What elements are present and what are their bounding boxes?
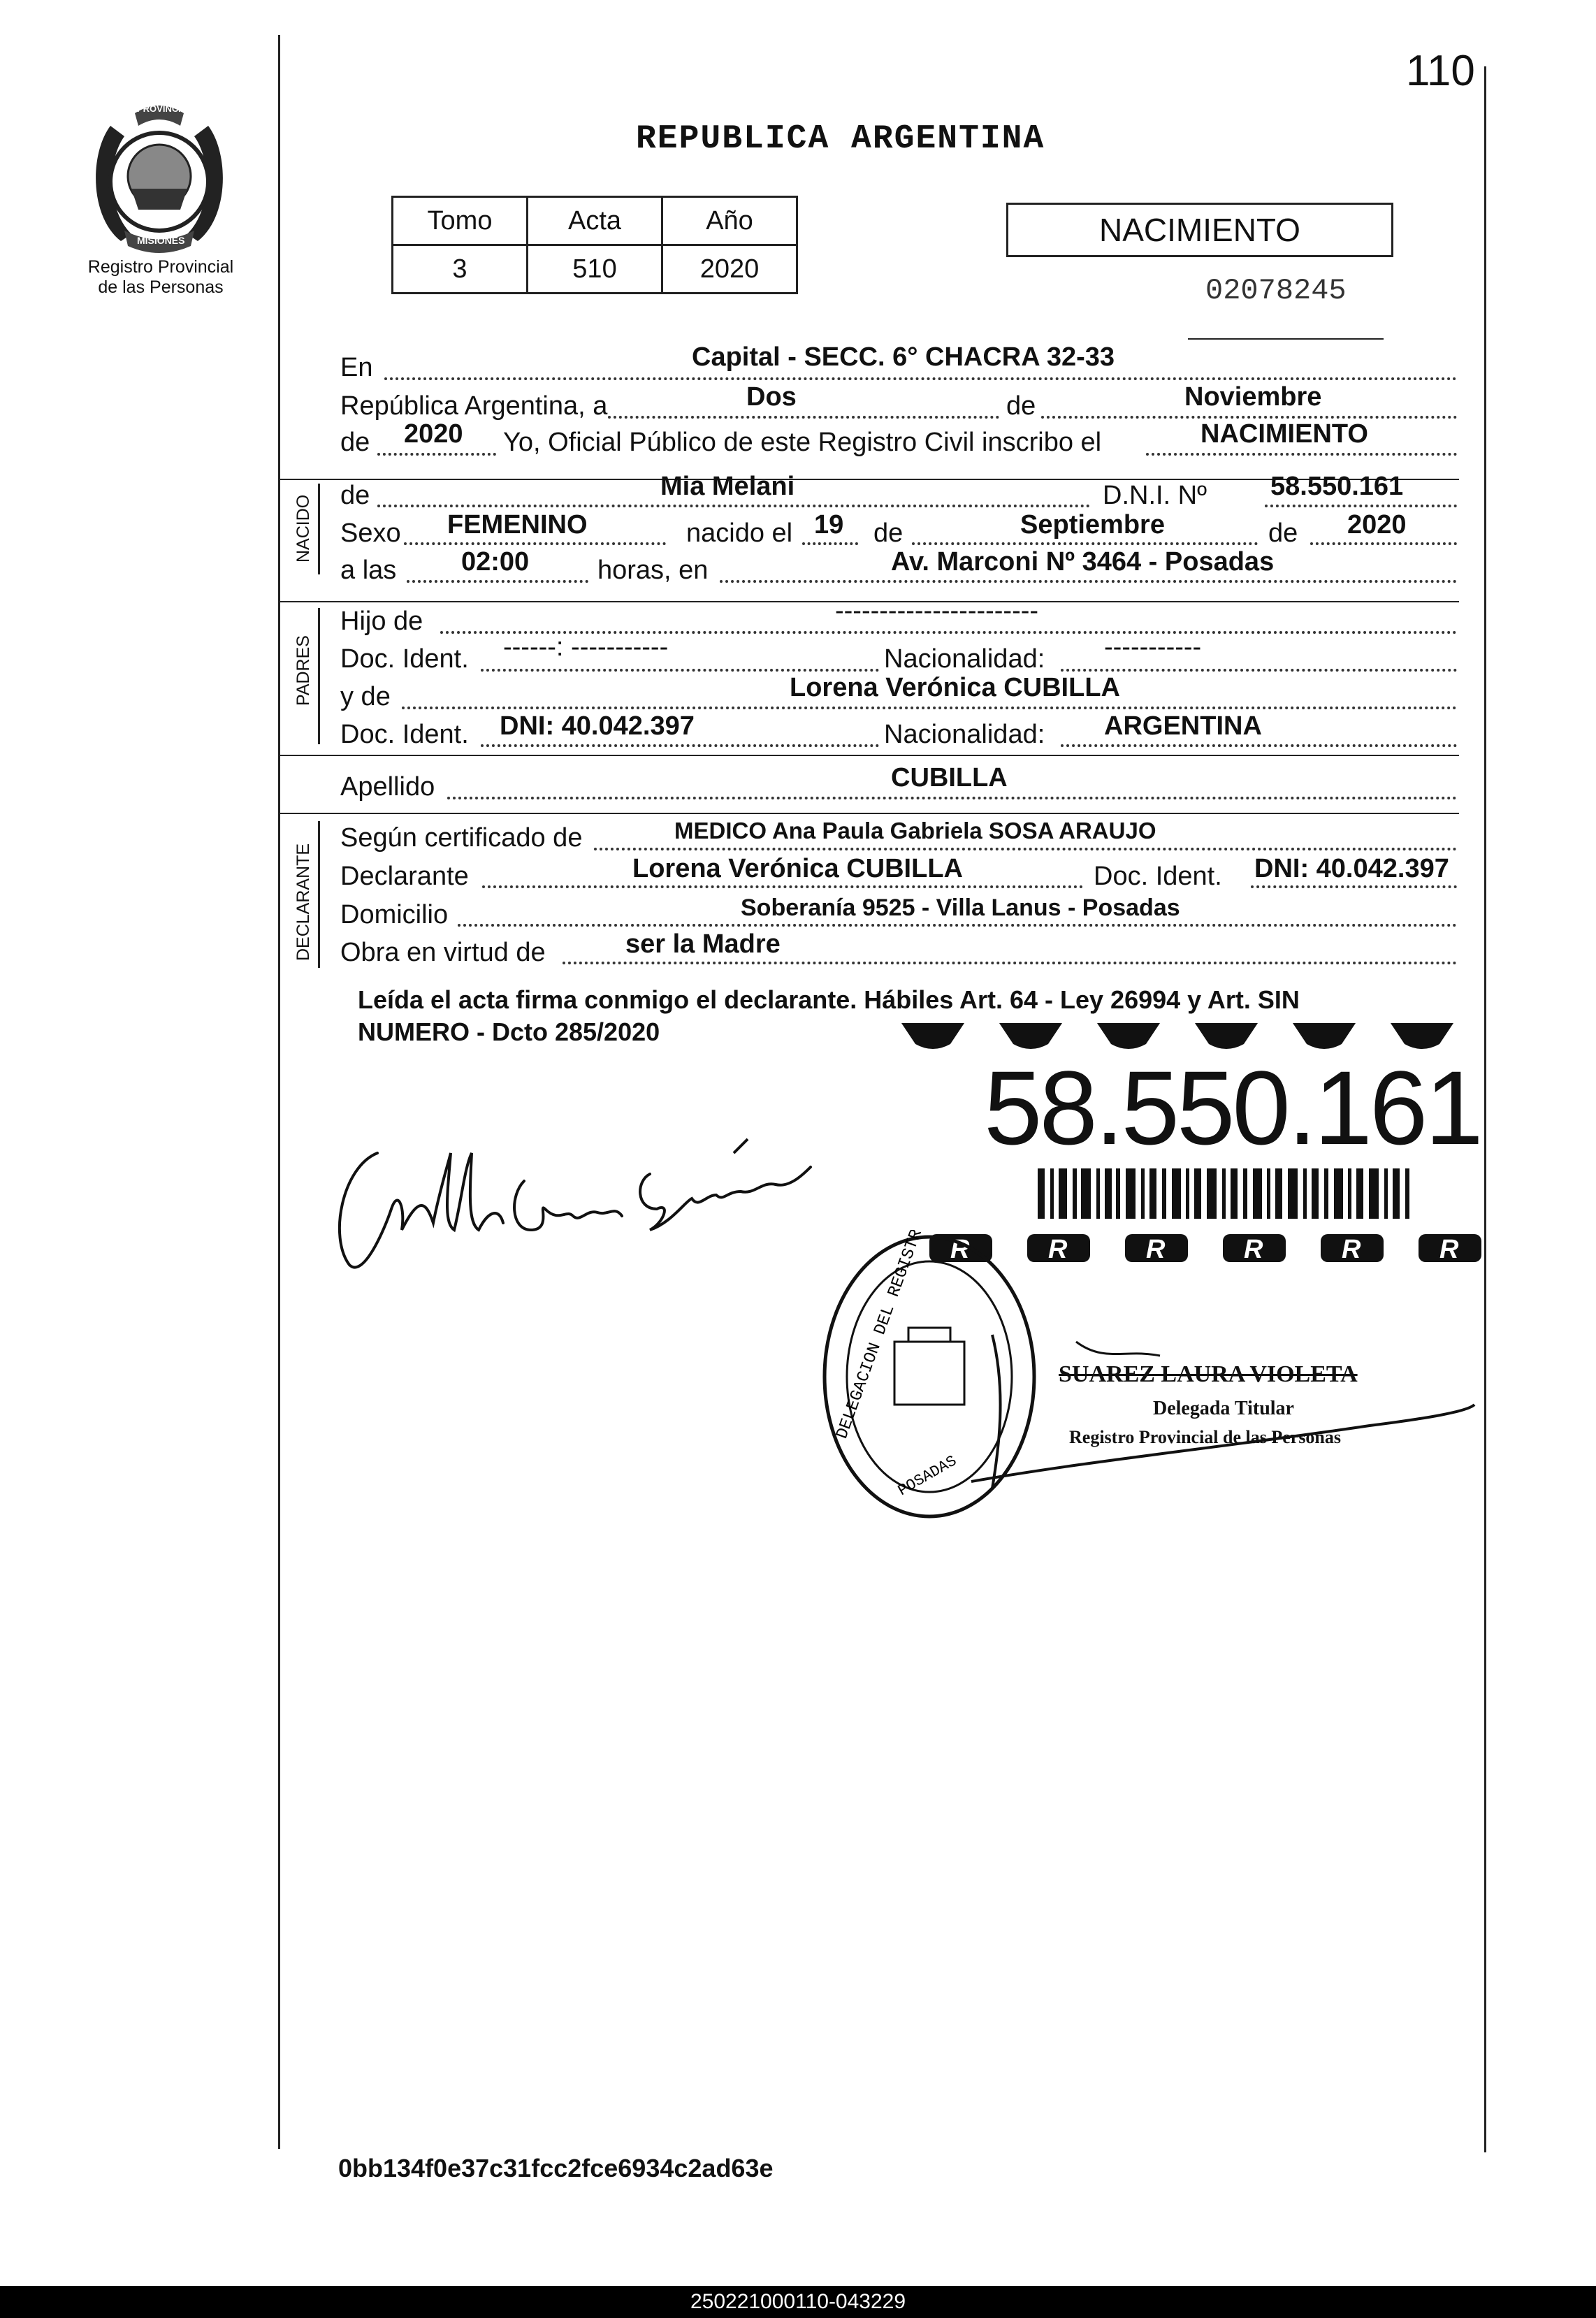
padres-section-label: PADRES (293, 635, 313, 706)
serial-underline (1188, 338, 1384, 340)
domicilio-label: Domicilio (340, 900, 449, 929)
birth-de-label-2: de (1268, 519, 1298, 548)
nacido-el-label: nacido el (686, 519, 793, 548)
declarante-section-bar (318, 821, 320, 968)
dom-dots (458, 924, 1457, 927)
declarante-label: Declarante (340, 862, 469, 891)
en-dots (384, 377, 1457, 380)
father-doc-value: ------: ----------- (503, 632, 669, 662)
intro-year-value: 2020 (404, 419, 463, 449)
doc-ident-label-2: Doc. Ident. (340, 720, 469, 749)
nacido-section-bar (318, 484, 320, 574)
registry-header-row (393, 197, 797, 245)
father-nationality-value: ----------- (1104, 632, 1202, 662)
page-number: 110 (1406, 47, 1475, 95)
domicilio-value: Soberanía 9525 - Villa Lanus - Posadas (741, 894, 1180, 921)
svg-text:R: R (1342, 1235, 1361, 1264)
closing-line-1: Leída el acta firma conmigo el declarante. Hábiles Art. 64 - Ley 26994 y Art. SIN (358, 985, 1300, 1014)
declarante-doc-value: DNI: 40.042.397 (1254, 854, 1449, 883)
dni-dots (1265, 505, 1457, 507)
declarante-value: Lorena Verónica CUBILLA (632, 854, 963, 883)
doc2-dots (481, 744, 879, 747)
footer-bar (0, 2286, 1596, 2318)
left-margin-line (278, 35, 280, 2149)
intro-de-label: de (1006, 391, 1036, 421)
logo-caption (70, 257, 252, 298)
apellido-bottom-line (280, 813, 1459, 814)
obra-label: Obra en virtud de (340, 938, 546, 967)
stamp-officer-org: Registro Provincial de las Personas (1069, 1427, 1342, 1447)
name-dots (377, 505, 1090, 507)
sexo-label: Sexo (340, 519, 401, 548)
registry-value-row (393, 245, 797, 294)
certificado-label: Según certificado de (340, 823, 583, 853)
registry-value-acta: 510 (528, 245, 662, 294)
obra-dots (563, 962, 1457, 964)
decl-doc-dots (1251, 885, 1457, 888)
stamp-officer-role: Delegada Titular (1153, 1398, 1294, 1419)
dni-large-number: 58.550.161 (984, 1049, 1481, 1166)
yo-label: Yo, Oficial Público de este Registro Civil inscribo el (503, 428, 1102, 457)
document-title: REPUBLICA ARGENTINA (636, 120, 1045, 158)
registry-value-anio: 2020 (662, 245, 797, 294)
time-dots (407, 580, 588, 583)
svg-text:R: R (1439, 1235, 1459, 1264)
mother-nationality-value: ARGENTINA (1104, 711, 1262, 741)
father-value: ----------------------- (835, 596, 1039, 625)
madre-dots (402, 707, 1457, 709)
registry-header-tomo: Tomo (393, 197, 528, 245)
apellido-dots (447, 797, 1457, 799)
padres-section-bar (318, 608, 320, 744)
nacionalidad-label-1: Nacionalidad: (884, 644, 1045, 674)
inscribe-dots (1146, 453, 1457, 456)
sexo-value: FEMENINO (447, 510, 588, 539)
svg-text:R: R (1244, 1235, 1263, 1264)
birth-place-value: Av. Marconi Nº 3464 - Posadas (891, 547, 1275, 577)
nacido-de-label: de (340, 481, 370, 510)
intro-day-value: Dos (746, 382, 797, 412)
nac1-dots (1061, 669, 1457, 672)
decl-doc-label: Doc. Ident. (1094, 862, 1222, 891)
certificado-value: MEDICO Ana Paula Gabriela SOSA ARAUJO (674, 818, 1156, 843)
intro-month-value: Noviembre (1184, 382, 1322, 412)
dni-label: D.N.I. Nº (1103, 481, 1207, 510)
declarant-signature (321, 1125, 825, 1293)
month-dots (1041, 416, 1457, 419)
barcode (1038, 1168, 1415, 1219)
declarante-section-label: DECLARANTE (293, 843, 313, 961)
stamp-ring-text-2: POSADAS (895, 1452, 960, 1500)
logo-caption-line-2: de las Personas (98, 277, 224, 297)
birth-year-value: 2020 (1347, 510, 1407, 539)
right-margin-line (1484, 66, 1486, 2152)
hijo-de-label: Hijo de (340, 607, 423, 636)
svg-text:R: R (1048, 1235, 1068, 1264)
mother-name-value: Lorena Verónica CUBILLA (790, 673, 1120, 702)
svg-text:R: R (1146, 1235, 1166, 1264)
logo-text-bottom: MISIONES (137, 235, 185, 246)
doc1-dots (481, 669, 879, 672)
decl-dots (482, 885, 1083, 888)
closing-line-2: NUMERO - Dcto 285/2020 (358, 1017, 660, 1046)
inscribe-value: NACIMIENTO (1200, 419, 1368, 449)
year-dots (377, 453, 496, 456)
apellido-label: Apellido (340, 772, 435, 802)
nac2-dots (1061, 744, 1457, 747)
child-name-value: Mia Melani (660, 472, 795, 501)
birth-day-dots (802, 542, 858, 545)
en-value: Capital - SECC. 6° CHACRA 32-33 (692, 342, 1115, 372)
republica-label: República Argentina, a (340, 391, 608, 421)
apellido-value: CUBILLA (891, 763, 1008, 792)
mother-doc-value: DNI: 40.042.397 (500, 711, 695, 741)
nacionalidad-label-2: Nacionalidad: (884, 720, 1045, 749)
svg-text:R: R (950, 1235, 970, 1264)
footer-code: 250221000110-043229 (690, 2290, 906, 2313)
cert-dots (594, 848, 1457, 850)
alas-label: a las (340, 556, 397, 585)
document-hash: 0bb134f0e37c31fcc2fce6934c2ad63e (338, 2154, 774, 2182)
birth-month-dots (912, 542, 1258, 545)
place-dots (720, 580, 1457, 583)
day-dots (608, 416, 999, 419)
y-de-label: y de (340, 682, 391, 711)
logo-text-top: PROVINCIA DE (137, 103, 203, 114)
logo-caption-line-1: Registro Provincial (87, 257, 234, 277)
birth-time-value: 02:00 (461, 547, 530, 577)
year-de-label: de (340, 428, 370, 457)
apellido-top-line (280, 755, 1459, 756)
registry-header-anio: Año (662, 197, 797, 245)
registry-table (391, 196, 798, 294)
record-type-box: NACIMIENTO (1006, 203, 1393, 257)
stamp-ring-text: DELEGACION DEL REGISTRO (833, 1230, 930, 1442)
birth-day-value: 19 (814, 510, 844, 539)
province-seal-logo (82, 98, 236, 259)
horas-label: horas, en (597, 556, 709, 585)
en-label: En (340, 353, 373, 382)
nacido-section-label: NACIDO (293, 494, 313, 563)
registry-value-tomo: 3 (393, 245, 528, 294)
registry-header-acta: Acta (528, 197, 662, 245)
birth-month-value: Septiembre (1020, 510, 1165, 539)
birth-de-label: de (873, 519, 904, 548)
child-dni-value: 58.550.161 (1270, 472, 1404, 501)
stamp-officer-name: SUAREZ LAURA VIOLETA (1059, 1361, 1358, 1387)
obra-value: ser la Madre (625, 929, 781, 959)
birth-year-dots (1310, 542, 1457, 545)
doc-ident-label-1: Doc. Ident. (340, 644, 469, 674)
serial-number: 02078245 (1205, 274, 1347, 307)
sexo-dots (404, 542, 666, 545)
